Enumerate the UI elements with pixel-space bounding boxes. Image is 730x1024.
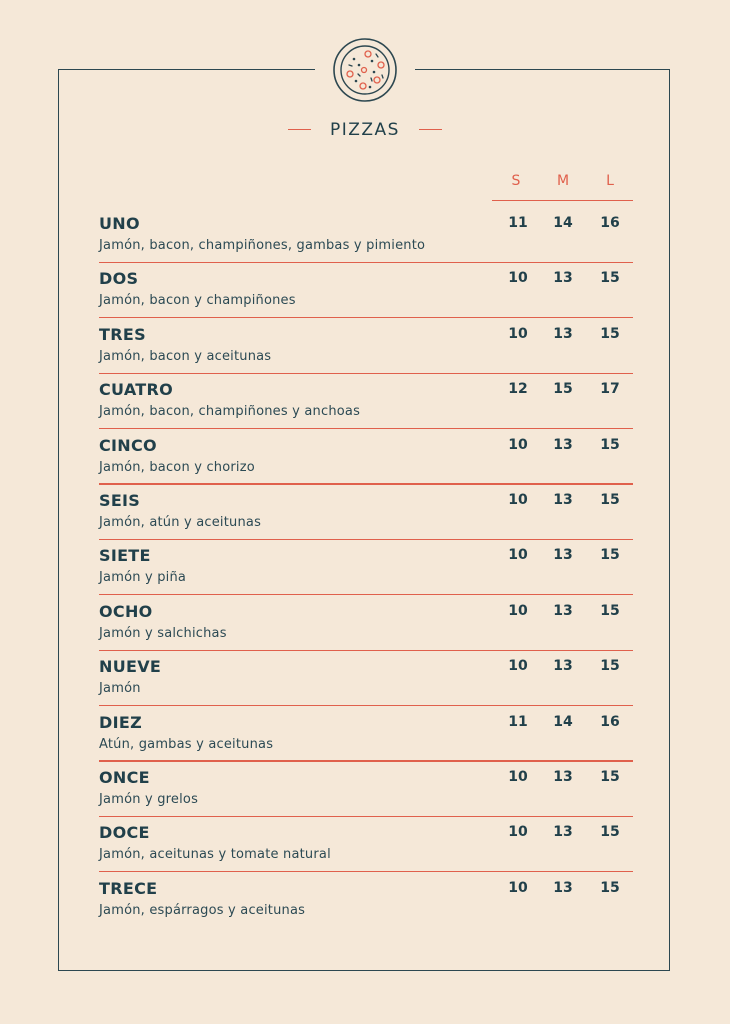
price-s: 12 — [508, 381, 528, 398]
menu-item — [99, 263, 633, 318]
menu-item-description: Jamón, espárragos y aceitunas — [99, 902, 306, 918]
price-l: 15 — [600, 658, 620, 675]
menu-item-description: Jamón, bacon y champiñones — [99, 293, 296, 309]
price-l: 15 — [600, 879, 620, 896]
menu-item-name: DIEZ — [99, 712, 142, 732]
menu-item-description: Jamón — [99, 681, 141, 697]
title-line-left — [288, 129, 311, 131]
price-l: 15 — [600, 436, 620, 453]
menu-item — [99, 707, 633, 762]
price-s: 11 — [508, 713, 528, 730]
price-s: 10 — [508, 325, 528, 342]
sizes-header — [492, 173, 633, 201]
price-m: 15 — [553, 381, 573, 398]
price-s: 11 — [508, 215, 528, 231]
menu-item — [99, 374, 633, 429]
size-label-s: S — [511, 173, 521, 189]
size-label-l: L — [606, 173, 614, 189]
menu-item-name: TRECE — [99, 878, 158, 898]
price-s: 10 — [508, 492, 528, 508]
menu-item — [99, 817, 633, 872]
menu-title-row — [0, 119, 730, 143]
price-l: 15 — [600, 547, 620, 564]
menu-item — [99, 651, 633, 706]
menu-item — [99, 430, 633, 485]
menu-item — [99, 596, 633, 651]
price-s: 10 — [508, 547, 528, 564]
price-l: 15 — [600, 270, 620, 287]
menu-item-description: Jamón, bacon, champiñones, gambas y pimiento — [99, 238, 426, 253]
menu-item-name: TRES — [99, 324, 146, 344]
menu-item-description: Atún, gambas y aceitunas — [99, 736, 274, 752]
menu-item-name: SIETE — [99, 546, 151, 566]
price-l: 15 — [600, 325, 620, 342]
menu-item-name: OCHO — [99, 601, 153, 621]
price-m: 13 — [553, 658, 573, 675]
price-m: 14 — [553, 215, 573, 231]
price-l: 15 — [600, 769, 620, 785]
menu-item-description: Jamón y piña — [99, 570, 187, 586]
menu-item-name: NUEVE — [99, 657, 162, 677]
size-label-m: M — [556, 173, 570, 189]
menu-item — [99, 208, 633, 263]
menu-item-name: CUATRO — [99, 380, 174, 400]
menu-item-description: Jamón, aceitunas y tomate natural — [99, 847, 331, 863]
price-l: 17 — [600, 381, 620, 398]
price-m: 13 — [553, 879, 573, 896]
price-s: 10 — [508, 658, 528, 675]
price-m: 14 — [553, 713, 573, 730]
price-m: 13 — [553, 270, 573, 287]
price-s: 10 — [508, 879, 528, 896]
price-m: 13 — [553, 492, 573, 508]
menu-title: PIZZAS — [330, 119, 400, 140]
menu-item-name: DOS — [99, 269, 139, 289]
menu-item-name: CINCO — [99, 435, 157, 455]
price-s: 10 — [508, 824, 528, 841]
menu-item-description: Jamón y salchichas — [99, 625, 227, 641]
price-l: 15 — [600, 492, 620, 508]
menu-item — [99, 319, 633, 374]
price-m: 13 — [553, 325, 573, 342]
menu-item-name: SEIS — [99, 491, 141, 510]
price-l: 15 — [600, 602, 620, 619]
menu-item-name: DOCE — [99, 823, 150, 843]
menu-item — [99, 540, 633, 595]
price-m: 13 — [553, 769, 573, 785]
price-s: 10 — [508, 270, 528, 287]
price-l: 16 — [600, 713, 620, 730]
price-s: 10 — [508, 602, 528, 619]
menu-item-description: Jamón, bacon y aceitunas — [99, 348, 272, 364]
price-l: 16 — [600, 215, 620, 231]
menu-item — [99, 873, 633, 928]
menu-item-description: Jamón, atún y aceitunas — [99, 515, 262, 530]
menu-item — [99, 762, 633, 817]
price-l: 15 — [600, 824, 620, 841]
menu-item-description: Jamón, bacon, champiñones y anchoas — [99, 404, 361, 420]
menu-item-description: Jamón y grelos — [99, 792, 199, 807]
title-line-right — [419, 129, 442, 131]
price-m: 13 — [553, 547, 573, 564]
menu-item-description: Jamón, bacon y chorizo — [99, 459, 255, 475]
menu-item — [99, 485, 633, 540]
pizza-icon — [332, 37, 398, 103]
price-m: 13 — [553, 824, 573, 841]
price-s: 10 — [508, 769, 528, 785]
price-m: 13 — [553, 602, 573, 619]
price-m: 13 — [553, 436, 573, 453]
menu-item-name: UNO — [99, 214, 140, 233]
menu-item-name: ONCE — [99, 768, 150, 787]
price-s: 10 — [508, 436, 528, 453]
